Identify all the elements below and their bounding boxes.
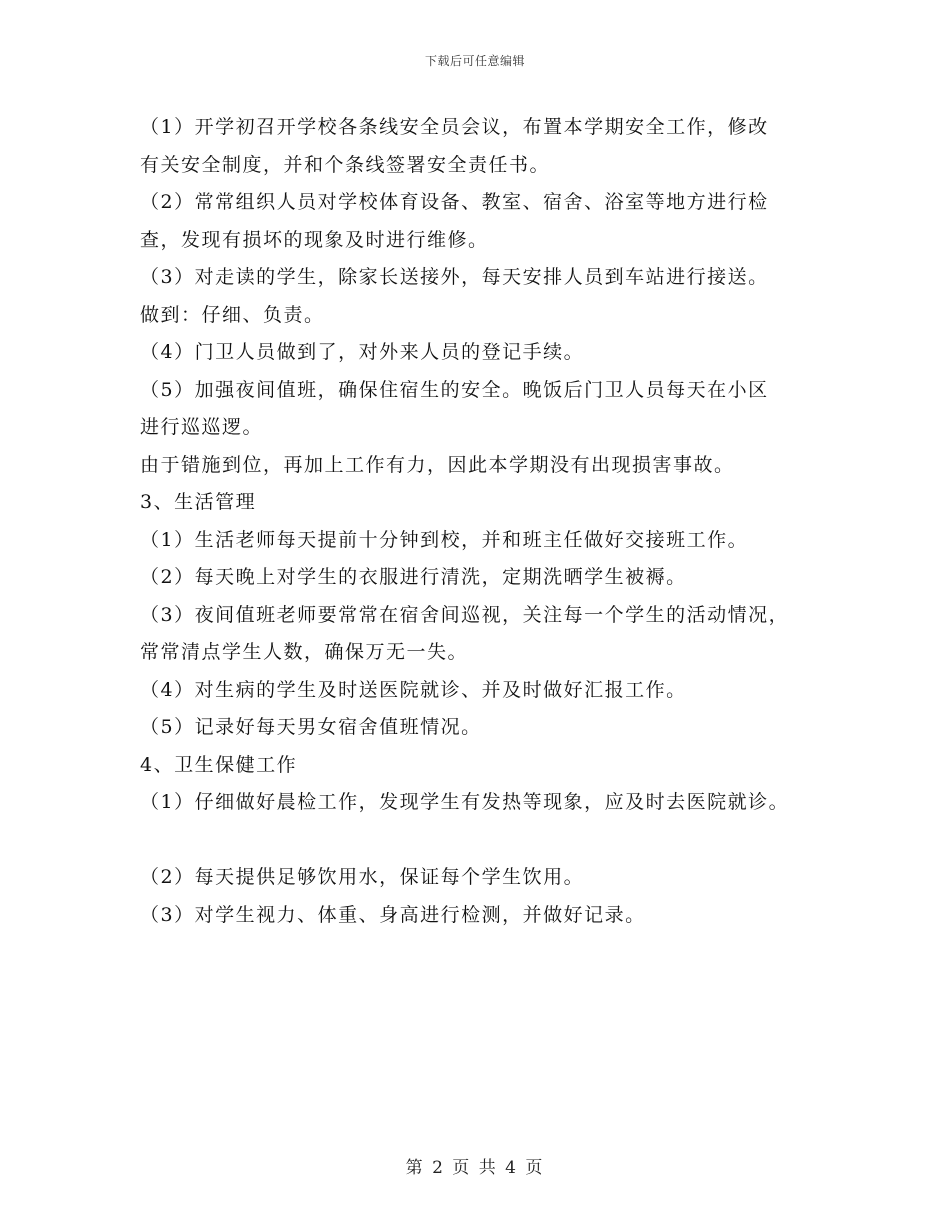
text-line: （1）仔细做好晨检工作，发现学生有发热等现象，应及时去医院就诊。 [140, 791, 790, 813]
text-line: （1）开学初召开学校各条线安全员会议，布置本学期安全工作，修改 [140, 116, 769, 138]
text-line: （2）每天提供足够饮用水，保证每个学生饮用。 [140, 866, 585, 888]
text-line: 常常清点学生人数，确保万无一失。 [140, 641, 469, 663]
text-line: （3）对学生视力、体重、身高进行检测，并做好记录。 [140, 903, 646, 926]
text-line: 做到：仔细、负责。 [140, 303, 325, 326]
text-line: （5）加强夜间值班，确保住宿生的安全。晚饭后门卫人员每天在小区 [140, 378, 769, 401]
text-line: （2）每天晚上对学生的衣服进行清洗，定期洗晒学生被褥。 [140, 566, 687, 588]
text-line: 进行巡巡逻。 [140, 416, 264, 438]
header-note: 下载后可任意编辑 [424, 54, 525, 68]
blank-line [140, 822, 830, 860]
text-line: （1）生活老师每天提前十分钟到校，并和班主任做好交接班工作。 [140, 528, 749, 551]
text-line: （4）门卫人员做到了，对外来人员的登记手续。 [140, 341, 585, 363]
text-line: （3）夜间值班老师要常常在宿舍间巡视，关注每一个学生的活动情况， [140, 603, 790, 626]
text-line: （4）对生病的学生及时送医院就诊、并及时做好汇报工作。 [140, 678, 687, 701]
text-line: 有关安全制度，并和个条线签署安全责任书。 [140, 153, 551, 176]
text-line: （2）常常组织人员对学校体育设备、教室、宿舍、浴室等地方进行检 [140, 191, 769, 213]
text-line: （5）记录好每天男女宿舍值班情况。 [140, 716, 482, 738]
text-line: 查，发现有损坏的现象及时进行维修。 [140, 228, 489, 251]
body-text [140, 109, 830, 934]
text-line: 由于错施到位，再加上工作有力，因此本学期没有出现损害事故。 [140, 453, 735, 476]
section-heading: 3、生活管理 [140, 491, 257, 513]
section-heading: 4、卫生保健工作 [140, 753, 298, 776]
page-number: 第 2 页 共 4 页 [405, 1158, 545, 1178]
text-line: （3）对走读的学生，除家长送接外，每天安排人员到车站进行接送。 [140, 266, 769, 288]
